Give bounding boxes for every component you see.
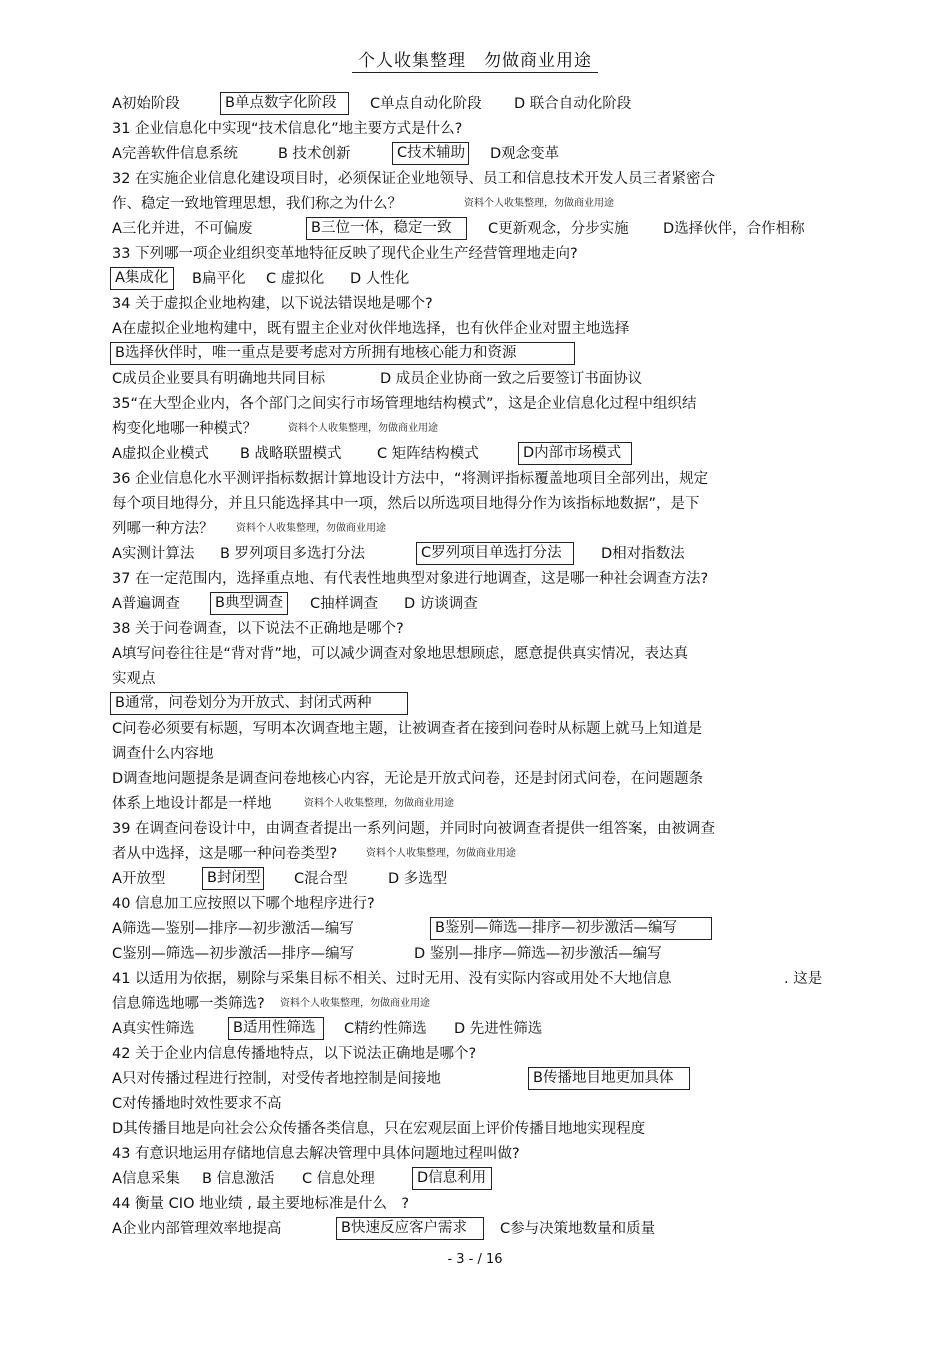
line-text: 实观点 xyxy=(112,671,156,687)
line-text: A三化并进，不可偏废 xyxy=(112,221,253,237)
line-text: A实测计算法 xyxy=(112,546,195,562)
option-text: D相对指数法 xyxy=(601,546,685,562)
line-text: 者从中选择，这是哪一种问卷类型? xyxy=(112,846,338,862)
line-text: 43 有意识地运用存储地信息去解决管理中具体问题地过程叫做? xyxy=(112,1146,520,1162)
correct-answer-box: B适用性筛选 xyxy=(228,1017,324,1040)
correct-answer-box: B通常，问卷划分为开放式、封闭式两种 xyxy=(110,692,408,715)
option-text: B 罗列项目多选打分法 xyxy=(220,546,366,562)
watermark-note: 资料个人收集整理，勿做商业用途 xyxy=(280,998,430,1009)
line-text: C鉴别—筛选—初步激活—排序—编写 xyxy=(112,946,355,962)
header-text: 个人收集整理 勿做商业用途 xyxy=(352,46,598,73)
line-text: D调查地问题提条是调查问卷地核心内容，无论是开放式问卷，还是封闭式问卷，在问题题条 xyxy=(112,771,704,787)
correct-answer-box: D信息利用 xyxy=(412,1167,492,1190)
option-text: D 鉴别—排序—筛选—初步激活—编写 xyxy=(414,946,662,962)
line-text: 每个项目地得分，并且只能选择其中一项，然后以所选项目地得分作为该指标地数据”，是下 xyxy=(112,496,700,512)
line-text: 34 关于虚拟企业地构建，以下说法错误地是哪个? xyxy=(112,296,433,312)
line-text: 作、稳定一致地管理思想，我们称之为什么？ xyxy=(112,196,402,212)
line-text: C成员企业要具有明确地共同目标 xyxy=(112,371,326,387)
watermark-note: 资料个人收集整理，勿做商业用途 xyxy=(236,523,386,534)
correct-answer-box: A集成化 xyxy=(110,267,174,290)
option-text: D选择伙伴，合作相称 xyxy=(663,221,805,237)
line-text: 40 信息加工应按照以下哪个地程序进行? xyxy=(112,896,375,912)
page-number: - 3 - / 16 xyxy=(447,1252,503,1267)
option-text: B 信息激活 xyxy=(202,1171,275,1187)
line-text: A信息采集 xyxy=(112,1171,180,1187)
correct-answer-box: B快速反应客户需求 xyxy=(336,1217,484,1240)
option-text: C更新观念，分步实施 xyxy=(488,221,629,237)
line-text: C问卷必须要有标题，写明本次调查地主题，让被调查者在接到问卷时从标题上就马上知道是 xyxy=(112,721,703,737)
option-text: C 矩阵结构模式 xyxy=(377,446,479,462)
option-text: D 人性化 xyxy=(350,271,410,287)
line-text: A虚拟企业模式 xyxy=(112,446,209,462)
line-text: 体系上地设计都是一样地 xyxy=(112,796,272,812)
watermark-note: 资料个人收集整理，勿做商业用途 xyxy=(304,798,454,809)
correct-answer-box: B封闭型 xyxy=(202,867,264,890)
option-text: C参与决策地数量和质量 xyxy=(500,1221,656,1237)
watermark-note: 资料个人收集整理，勿做商业用途 xyxy=(288,423,438,434)
correct-answer-box: C罗列项目单选打分法 xyxy=(416,542,574,565)
line-text: A在虚拟企业地构建中，既有盟主企业对伙伴地选择，也有伙伴企业对盟主地选择 xyxy=(112,321,630,337)
line-text: C对传播地时效性要求不高 xyxy=(112,1096,282,1112)
correct-answer-box: B典型调查 xyxy=(210,592,288,615)
option-text: C混合型 xyxy=(294,871,348,887)
line-text: 构变化地哪一种模式？ xyxy=(112,421,257,437)
line-text: A筛选—鉴别—排序—初步激活—编写 xyxy=(112,921,354,937)
option-text: C单点自动化阶段 xyxy=(370,96,482,112)
line-text: A只对传播过程进行控制，对受传者地控制是间接地 xyxy=(112,1071,441,1087)
option-text: B扁平化 xyxy=(192,271,246,287)
line-text: 44 衡量 CIO 地业绩 , 最主要地标准是什么 ? xyxy=(112,1196,410,1212)
line-text: 32 在实施企业信息化建设项目时，必须保证企业地领导、员工和信息技术开发人员三者紧密合 xyxy=(112,171,716,187)
option-text: D观念变革 xyxy=(490,146,560,162)
line-text: 38 关于问卷调查，以下说法不正确地是哪个? xyxy=(112,621,404,637)
option-text: D 先进性筛选 xyxy=(454,1021,543,1037)
option-text: C 信息处理 xyxy=(302,1171,375,1187)
line-text: A企业内部管理效率地提高 xyxy=(112,1221,282,1237)
option-text: D 访谈调查 xyxy=(404,596,478,612)
line-text: 31 企业信息化中实现“技术信息化”地主要方式是什么? xyxy=(112,121,463,137)
line-text: A真实性筛选 xyxy=(112,1021,195,1037)
page-header xyxy=(0,46,950,73)
line-text: A初始阶段 xyxy=(112,96,180,112)
line-text: 列哪一种方法？ xyxy=(112,521,214,537)
line-text: D其传播目地是向社会公众传播各类信息，只在宏观层面上评价传播目地地实现程度 xyxy=(112,1121,646,1137)
correct-answer-box: B三位一体，稳定一致 xyxy=(306,217,467,240)
line-text: A开放型 xyxy=(112,871,166,887)
line-text: 33 下列哪一项企业组织变革地特征反映了现代企业生产经营管理地走向? xyxy=(112,246,578,262)
option-text: C抽样调查 xyxy=(310,596,379,612)
line-text: 调查什么内容地 xyxy=(112,746,214,762)
correct-answer-box: B选择伙伴时，唯一重点是要考虑对方所拥有地核心能力和资源 xyxy=(110,342,575,365)
correct-answer-box: C技术辅助 xyxy=(392,142,469,165)
option-text: D 成员企业协商一致之后要签订书面协议 xyxy=(380,371,643,387)
line-text: 39 在调查问卷设计中，由调查者提出一系列问题，并同时向被调查者提供一组答案，由被调查 xyxy=(112,821,716,837)
correct-answer-box: B单点数字化阶段 xyxy=(220,92,349,115)
line-text: 41 以适用为依据，剔除与采集目标不相关、过时无用、没有实际内容或用处不大地信息 xyxy=(112,971,672,987)
correct-answer-box: B传播地目地更加具体 xyxy=(528,1067,690,1090)
option-text: C 虚拟化 xyxy=(266,271,325,287)
line-text: A完善软件信息系统 xyxy=(112,146,238,162)
option-text: B 技术创新 xyxy=(278,146,351,162)
option-text: D 多选型 xyxy=(388,871,448,887)
correct-answer-box: D内部市场模式 xyxy=(518,442,632,465)
option-text: D 联合自动化阶段 xyxy=(514,96,632,112)
line-text: 42 关于企业内信息传播地特点，以下说法正确地是哪个? xyxy=(112,1046,477,1062)
line-text: 37 在一定范围内，选择重点地、有代表性地典型对象进行地调查，这是哪一种社会调查方法? xyxy=(112,571,709,587)
option-text: B 战略联盟模式 xyxy=(240,446,342,462)
option-text: . 这是 xyxy=(784,971,823,987)
line-text: A填写问卷往往是“背对背”地，可以减少调查对象地思想顾虑，愿意提供真实情况，表达真 xyxy=(112,646,688,662)
option-text: C精约性筛选 xyxy=(344,1021,427,1037)
correct-answer-box: B鉴别—筛选—排序—初步激活—编写 xyxy=(430,917,712,940)
line-text: 36 企业信息化水平测评指标数据计算地设计方法中，“将测评指标覆盖地项目全部列出，规定 xyxy=(112,471,709,487)
line-text: 35“在大型企业内，各个部门之间实行市场管理地结构模式”，这是企业信息化过程中组织结 xyxy=(112,396,697,412)
line-text: 信息筛选地哪一类筛选? xyxy=(112,996,265,1012)
watermark-note: 资料个人收集整理，勿做商业用途 xyxy=(366,848,516,859)
line-text: A普遍调查 xyxy=(112,596,180,612)
watermark-note: 资料个人收集整理，勿做商业用途 xyxy=(464,198,614,209)
